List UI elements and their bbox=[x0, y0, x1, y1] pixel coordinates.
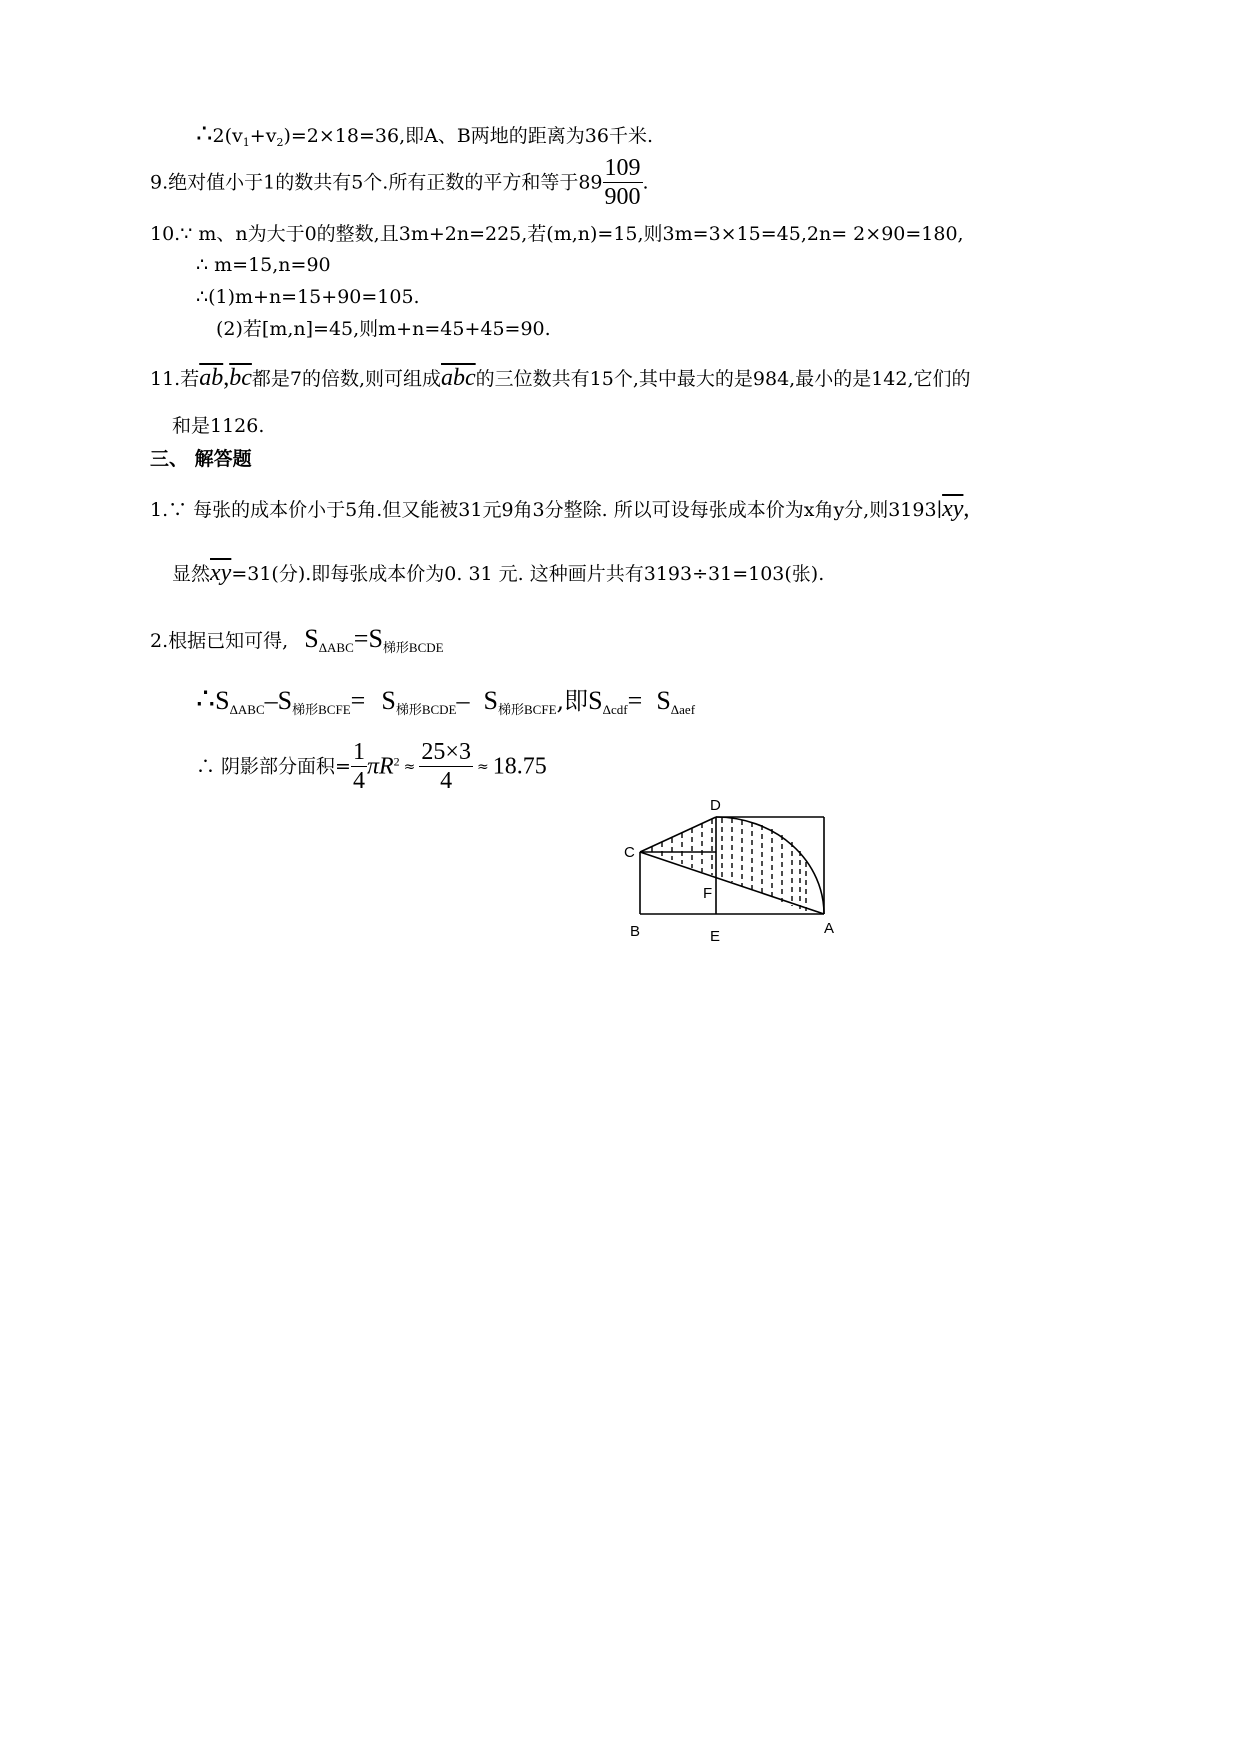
overline-xy-2: $\overline{xy}$ bbox=[210, 560, 232, 586]
geometry-figure bbox=[616, 788, 856, 958]
answer-11-line2: 和是1126. bbox=[172, 415, 265, 437]
segment-ca bbox=[640, 852, 824, 914]
overline-ab: $\overline{ab}$ bbox=[199, 365, 224, 391]
answer-10-line3: ∴(1)m+n=15+90=105. bbox=[196, 286, 420, 308]
label-a: A bbox=[824, 920, 835, 937]
solution-2-line1: 2.根据已知可得, $S_{\Delta ABC}=S_{梯形BCDE}$ bbox=[150, 624, 444, 655]
fraction-109-900: $\frac{109}{900}$ bbox=[604, 155, 641, 210]
answer-10-line4: (2)若[m,n]=45,则m+n=45+45=90. bbox=[216, 318, 551, 340]
solution-1-line2: 显然$\overline{xy}=31$(分).即每张成本价为0. 31 元. 这种画片共有3193÷31=103(张). bbox=[172, 560, 825, 586]
overline-abc: $\overline{abc}$ bbox=[441, 365, 476, 391]
solution-1-line1: 1.∵ 每张的成本价小于5角.但又能被31元9角3分整除. 所以可设每张成本价为x角y分,则$3193∣\overline{xy}$, bbox=[150, 496, 970, 522]
line-distance: $\therefore 2(v_1+v_2)=2\times 18=36$,即A、B两地的距离为36千米. bbox=[196, 119, 654, 149]
answer-10-line2: ∴ m=15,n=90 bbox=[196, 254, 331, 276]
label-d: D bbox=[710, 797, 721, 814]
section-title: 三、 解答题 bbox=[150, 448, 252, 470]
fraction-1-4: $\frac{1}{4}$ bbox=[352, 739, 365, 794]
label-c: C bbox=[624, 844, 635, 861]
overline-xy: $\overline{xy}$ bbox=[942, 496, 964, 522]
label-f: F bbox=[703, 885, 713, 902]
overline-bc: $\overline{bc}$ bbox=[229, 365, 252, 391]
label-b: B bbox=[630, 923, 641, 940]
fraction-75-4: $\frac{25\times 3}{4}$ bbox=[421, 739, 471, 794]
solution-2-line2: $\therefore S_{\Delta ABC}-S_{梯形BCFE}= S_{梯形BCDE}-$ $S_{梯形BCFE}$,即$S_{\Delta cdf}= S_{\Delta aef}$ bbox=[196, 683, 696, 717]
answer-10-line1: 10.∵ m、n为大于0的整数,且3m+2n=225,若(m,n)=15,则3m=3×15=45,2n= 2×90=180, bbox=[150, 223, 964, 245]
answer-11-line1: 11.若$\overline{ab},\overline{bc}$都是7的倍数,则可组成$\overline{abc}$的三位数共有15个,其中最大的是984,最小的是142,它们的 bbox=[150, 365, 971, 391]
label-e: E bbox=[710, 928, 721, 945]
answer-9: 9.绝对值小于1的数共有5个.所有正数的平方和等于89 $\frac{109}{900}$ . bbox=[150, 155, 649, 210]
segment-cd bbox=[640, 817, 716, 852]
solution-2-line3: ∴ 阴影部分面积= $\frac{1}{4}$ $\pi R^2$ ≈ $\frac{25\times 3}{4}$ ≈ 18.75 bbox=[196, 739, 547, 794]
